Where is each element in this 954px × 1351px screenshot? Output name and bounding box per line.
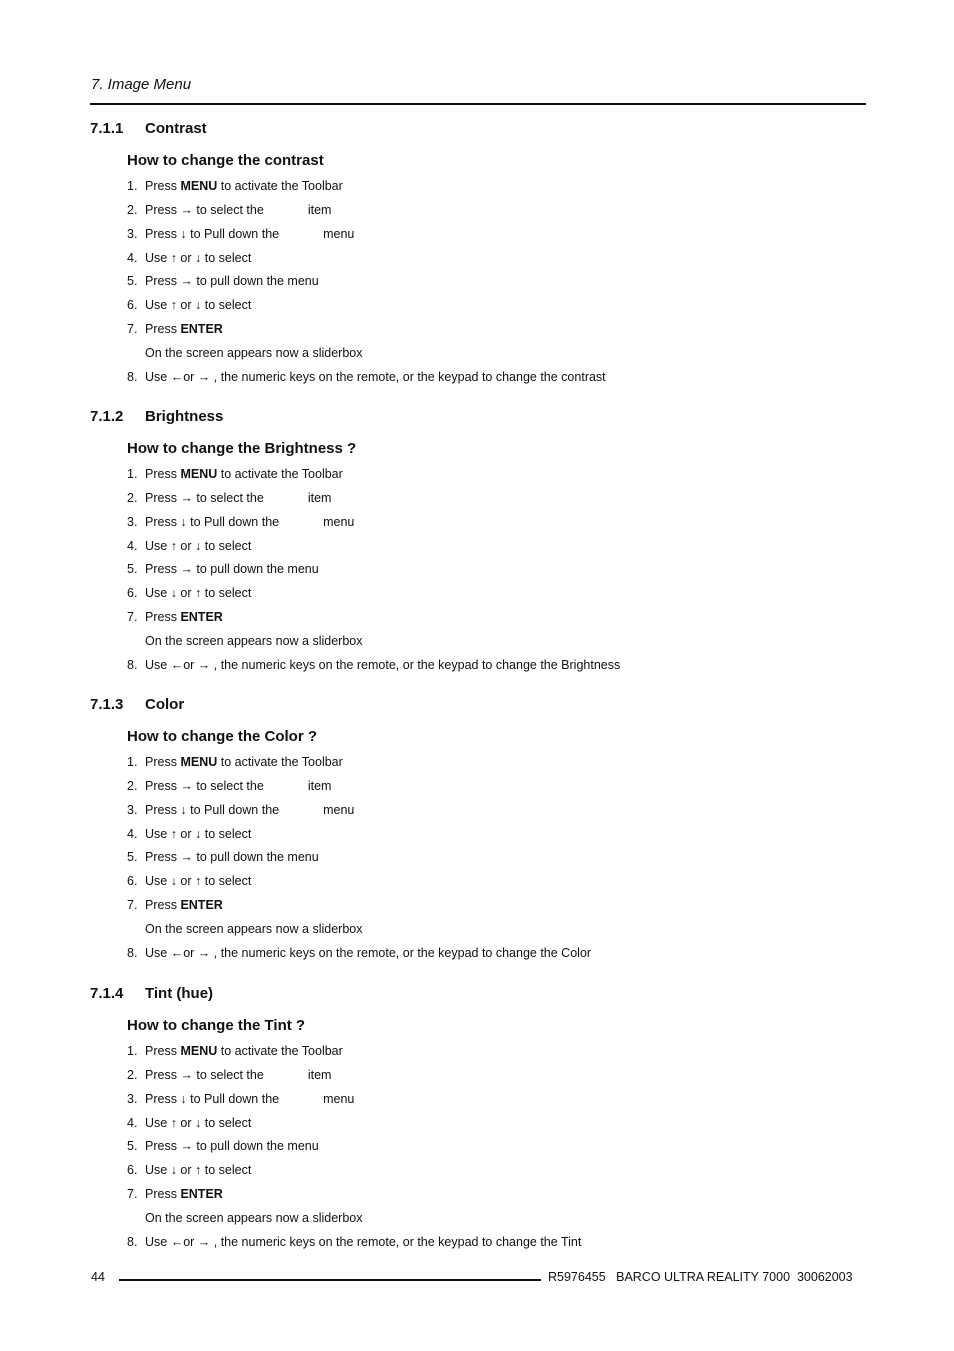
step-key: ENTER: [180, 898, 223, 912]
step-text: Press → to select the: [145, 203, 264, 217]
step-text: Press: [145, 1044, 181, 1058]
step-number: 2.: [127, 1068, 138, 1082]
step-number: 7.: [127, 898, 138, 912]
section-heading: [90, 696, 184, 713]
step-text: Use ←or → , the numeric keys on the remote, or the keypad to change the Tint: [145, 1235, 582, 1249]
step-item: [127, 225, 354, 243]
step-text: Press → to pull down the menu: [145, 1139, 319, 1153]
step-item: [127, 1066, 331, 1084]
step-text: Press: [145, 610, 181, 624]
header-divider: [90, 103, 866, 105]
step-item: [127, 537, 251, 555]
step-number: 8.: [127, 946, 138, 960]
step-key: MENU: [180, 467, 218, 481]
step-text: Press → to pull down the menu: [145, 850, 319, 864]
step-number: 1.: [127, 467, 138, 481]
step-text-after: item: [307, 491, 332, 505]
step-item: [127, 777, 331, 795]
step-number: 7.: [127, 322, 138, 336]
step-item: [127, 489, 331, 507]
section-number: 7.1.4: [90, 985, 124, 1002]
step-item: [127, 320, 223, 338]
step-item: [127, 368, 606, 386]
step-text: Press: [145, 898, 181, 912]
step-number: 3.: [127, 515, 138, 529]
step-number: 1.: [127, 179, 138, 193]
step-number: 2.: [127, 203, 138, 217]
step-text: Press → to select the: [145, 1068, 264, 1082]
step-text: Use ↑ or ↓ to select: [145, 539, 252, 553]
step-text: Use ←or → , the numeric keys on the remote, or the keypad to change the Color: [145, 946, 592, 960]
step-key: MENU: [180, 1044, 218, 1058]
step-number: 1.: [127, 755, 138, 769]
section-heading: [90, 120, 207, 137]
step-note: On the screen appears now a sliderbox: [145, 922, 363, 936]
step-item: [127, 1233, 581, 1251]
step-number: 4.: [127, 539, 138, 553]
step-item: [127, 801, 354, 819]
step-item: [127, 1090, 354, 1108]
section-number: 7.1.1: [90, 120, 124, 137]
step-number: 4.: [127, 251, 138, 265]
step-item: [127, 656, 620, 674]
step-text: Press → to select the: [145, 779, 264, 793]
step-number: 2.: [127, 779, 138, 793]
step-number: 1.: [127, 1044, 138, 1058]
step-number: 2.: [127, 491, 138, 505]
step-text-after: to activate the Toolbar: [217, 755, 343, 769]
step-text-after: item: [307, 779, 332, 793]
step-text: Use ↑ or ↓ to select: [145, 827, 252, 841]
step-text: Press ↓ to Pull down the: [145, 803, 280, 817]
step-text-after: to activate the Toolbar: [217, 467, 343, 481]
step-item: [127, 1161, 251, 1179]
step-text: Press: [145, 179, 181, 193]
step-number: 6.: [127, 1163, 138, 1177]
step-text: Press: [145, 1187, 181, 1201]
step-number: 4.: [127, 827, 138, 841]
step-key: MENU: [180, 755, 218, 769]
step-number: 5.: [127, 562, 138, 576]
step-item: [127, 825, 251, 843]
section-number: 7.1.2: [90, 408, 124, 425]
procedure-title: How to change the Color ?: [127, 728, 317, 745]
step-item: [127, 872, 251, 890]
step-item: [127, 753, 343, 771]
step-item: [127, 177, 343, 195]
step-note: On the screen appears now a sliderbox: [145, 1211, 363, 1225]
section-title: Contrast: [145, 120, 207, 137]
step-number: 3.: [127, 803, 138, 817]
procedure-title: How to change the Brightness ?: [127, 440, 357, 457]
step-text-after: menu: [323, 1092, 355, 1106]
step-text: Press → to pull down the menu: [145, 274, 319, 288]
step-text: Use ↓ or ↑ to select: [145, 874, 252, 888]
step-number: 6.: [127, 874, 138, 888]
step-number: 6.: [127, 586, 138, 600]
step-text: Press ↓ to Pull down the: [145, 515, 280, 529]
footer-doc-info: R5976455 BARCO ULTRA REALITY 7000 30062003: [548, 1270, 853, 1284]
step-item: [127, 296, 251, 314]
step-number: 8.: [127, 370, 138, 384]
step-item: [127, 560, 319, 578]
step-text: Press → to pull down the menu: [145, 562, 319, 576]
section-number: 7.1.3: [90, 696, 124, 713]
step-item: [127, 249, 251, 267]
step-number: 3.: [127, 1092, 138, 1106]
step-text-after: to activate the Toolbar: [217, 1044, 343, 1058]
step-number: 4.: [127, 1116, 138, 1130]
section-heading: [90, 985, 213, 1002]
step-item: [127, 1114, 251, 1132]
step-number: 8.: [127, 1235, 138, 1249]
step-number: 6.: [127, 298, 138, 312]
step-text: Use ↑ or ↓ to select: [145, 298, 252, 312]
step-item: [127, 944, 591, 962]
step-key: ENTER: [180, 610, 223, 624]
step-item: [127, 201, 331, 219]
step-item: [127, 1185, 223, 1203]
step-item: [127, 1137, 319, 1155]
step-text: Use ↓ or ↑ to select: [145, 586, 252, 600]
page-header-title: 7. Image Menu: [91, 76, 192, 93]
step-item: [127, 513, 354, 531]
step-number: 8.: [127, 658, 138, 672]
procedure-title: How to change the Tint ?: [127, 1017, 306, 1034]
section-heading: [90, 408, 223, 425]
step-text-after: to activate the Toolbar: [217, 179, 343, 193]
step-text: Press ↓ to Pull down the: [145, 227, 280, 241]
step-item: [127, 848, 319, 866]
step-text-after: item: [307, 1068, 332, 1082]
step-item: [127, 584, 251, 602]
step-number: 3.: [127, 227, 138, 241]
section-title: Brightness: [145, 408, 224, 425]
step-item: [127, 465, 343, 483]
step-number: 5.: [127, 850, 138, 864]
section-title: Color: [145, 696, 185, 713]
step-text: Press: [145, 322, 181, 336]
step-number: 7.: [127, 1187, 138, 1201]
step-text: Use ↑ or ↓ to select: [145, 251, 252, 265]
step-note: On the screen appears now a sliderbox: [145, 346, 363, 360]
step-item: [127, 896, 223, 914]
step-number: 7.: [127, 610, 138, 624]
footer-divider: [119, 1279, 541, 1281]
step-text-after: menu: [323, 227, 355, 241]
step-text: Press: [145, 467, 181, 481]
step-text: Press → to select the: [145, 491, 264, 505]
step-number: 5.: [127, 1139, 138, 1153]
step-text: Press: [145, 755, 181, 769]
step-text-after: item: [307, 203, 332, 217]
step-text-after: menu: [323, 803, 355, 817]
step-item: [127, 608, 223, 626]
step-item: [127, 272, 319, 290]
step-item: [127, 1042, 343, 1060]
step-key: ENTER: [180, 322, 223, 336]
procedure-title: How to change the contrast: [127, 152, 324, 169]
step-text: Use ↓ or ↑ to select: [145, 1163, 252, 1177]
step-text: Use ↑ or ↓ to select: [145, 1116, 252, 1130]
step-number: 5.: [127, 274, 138, 288]
step-text: Use ←or → , the numeric keys on the remote, or the keypad to change the contrast: [145, 370, 606, 384]
step-key: ENTER: [180, 1187, 223, 1201]
step-text: Use ←or → , the numeric keys on the remote, or the keypad to change the Brightness: [145, 658, 621, 672]
step-text: Press ↓ to Pull down the: [145, 1092, 280, 1106]
page-number: 44: [91, 1270, 105, 1284]
section-title: Tint (hue): [145, 985, 214, 1002]
step-key: MENU: [180, 179, 218, 193]
step-text-after: menu: [323, 515, 355, 529]
step-note: On the screen appears now a sliderbox: [145, 634, 363, 648]
